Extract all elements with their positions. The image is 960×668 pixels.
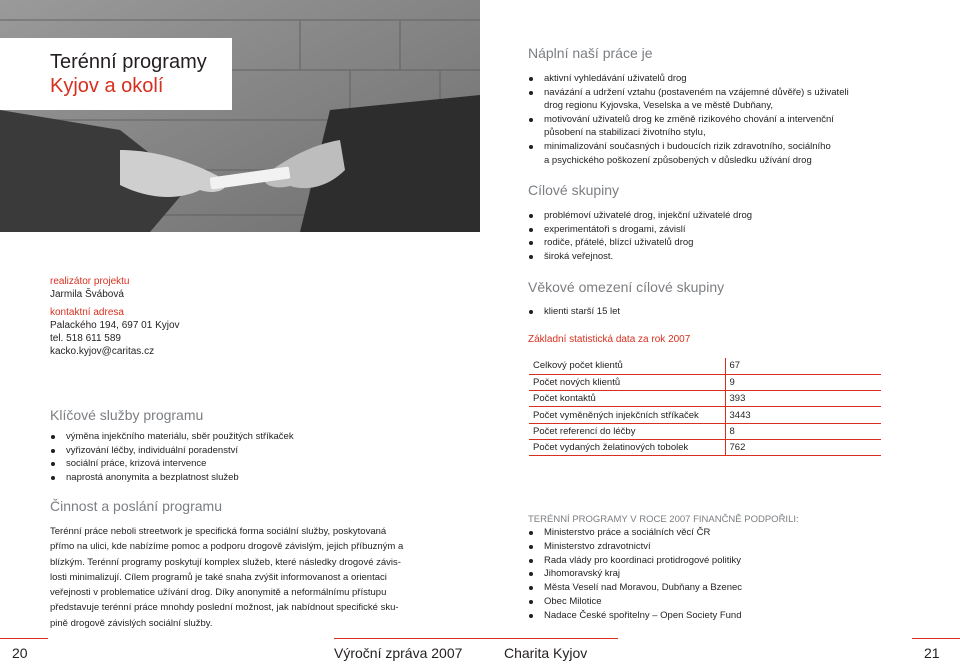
list-item: sociální práce, krizová intervence xyxy=(50,457,430,471)
stat-label: Celkový počet klientů xyxy=(529,358,725,374)
footer-rule-left xyxy=(0,638,48,639)
stat-value: 67 xyxy=(725,358,881,374)
contact-block xyxy=(50,276,250,358)
page-number-left: 20 xyxy=(12,645,28,661)
list-item: Ministerstvo zdravotnictví xyxy=(528,540,908,554)
list-item: rodiče, přátelé, blízcí uživatelů drog xyxy=(528,236,908,250)
stat-label: Počet vyměněných injekčních stříkaček xyxy=(529,407,725,423)
hand-exchange-photo xyxy=(0,0,480,232)
page-title: Terénní programy xyxy=(50,51,207,73)
page-number-right: 21 xyxy=(924,645,940,661)
stats-heading: Základní statistická data za rok 2007 xyxy=(528,334,691,345)
organization-name: Charita Kyjov xyxy=(504,645,588,661)
realizer-name: Jarmila Švábová xyxy=(50,289,124,300)
stat-value: 3443 xyxy=(725,407,881,423)
list-item: Nadace České spořitelny – Open Society Fund xyxy=(528,609,908,623)
stat-label: Počet nových klientů xyxy=(529,374,725,390)
stat-label: Počet kontaktů xyxy=(529,391,725,407)
services-list xyxy=(50,430,430,484)
paragraph-line: blízkým. Terénní programy poskytují komplex služeb, které následky drogové závis- xyxy=(50,556,401,568)
target-list xyxy=(528,209,908,263)
footer-rule-center xyxy=(334,638,618,639)
realizer-label: realizátor projektu xyxy=(50,276,130,287)
list-item: klienti starší 15 let xyxy=(528,305,908,319)
table-row xyxy=(529,423,881,439)
paragraph-line: přímo na ulici, kde nabízíme pomoc a podporu drogově závislým, jejich příbuzným a xyxy=(50,541,404,553)
stat-value: 8 xyxy=(725,423,881,439)
age-heading: Věkové omezení cílové skupiny xyxy=(528,279,725,295)
list-item: Ministerstvo práce a sociálních věcí ČR xyxy=(528,526,908,540)
stat-value: 762 xyxy=(725,439,881,455)
list-item: Rada vlády pro koordinaci protidrogové politiky xyxy=(528,554,908,568)
list-item: naprostá anonymita a bezplatnost služeb xyxy=(50,471,430,485)
stat-label: Počet vydaných želatinových tobolek xyxy=(529,439,725,455)
address-street: Palackého 194, 697 01 Kyjov xyxy=(50,320,180,331)
list-item: problémoví uživatelé drog, injekční uživatelé drog xyxy=(528,209,908,223)
table-row xyxy=(529,391,881,407)
table-row xyxy=(529,358,881,374)
stat-value: 9 xyxy=(725,374,881,390)
services-heading: Klíčové služby programu xyxy=(50,407,204,423)
contact-email: kacko.kyjov@caritas.cz xyxy=(50,346,155,357)
paragraph-line: losti minimalizují. Cílem programů je také snaha zvýšit informovanost a orientaci xyxy=(50,571,387,583)
list-item: aktivní vyhledávání uživatelů drog xyxy=(528,72,908,86)
title-box xyxy=(0,38,232,110)
contact-phone: tel. 518 611 589 xyxy=(50,333,121,344)
list-item: vyřizování léčby, individuální poradenství xyxy=(50,444,430,458)
list-item: experimentátoři s drogami, závislí xyxy=(528,223,908,237)
paragraph-line: veřejnosti v problematice užívání drog. Díky anonymitě a neformálnímu přístupu xyxy=(50,587,387,599)
list-item: široká veřejnost. xyxy=(528,250,908,264)
mission-heading: Činnost a poslání programu xyxy=(50,498,222,514)
stat-label: Počet referencí do léčby xyxy=(529,423,725,439)
page-subtitle: Kyjov a okolí xyxy=(50,75,164,97)
list-item: navázání a udržení vztahu (postaveném na vzájemné důvěře) s uživateli drog regionu Kyjovska, Veselska a ve městě Dubňany, xyxy=(528,86,908,113)
footer-rule-right xyxy=(912,638,960,639)
address-label: kontaktní adresa xyxy=(50,307,124,318)
target-heading: Cílové skupiny xyxy=(528,182,620,198)
paragraph-line: Terénní práce neboli streetwork je specifická forma sociální služby, poskytovaná xyxy=(50,526,387,537)
paragraph-line: představuje terénní práce mnohdy poslední možnost, jak nabídnout specifické sku- xyxy=(50,602,399,614)
list-item: motivování uživatelů drog ke změně rizikového chování a intervenční působení na stabilizaci životního stylu, xyxy=(528,113,908,140)
paragraph-line: pině drogově závislých sociální služby. xyxy=(50,617,213,629)
supporters-list xyxy=(528,526,908,623)
table-row xyxy=(529,374,881,390)
list-item: výměna injekčního materiálu, sběr použitých stříkaček xyxy=(50,430,430,444)
table-row xyxy=(529,439,881,455)
content-list xyxy=(528,72,908,167)
table-row xyxy=(529,407,881,423)
list-item: minimalizování současných i budoucích rizik zdravotního, sociálního a psychického poškození způsobených v důsledku užívání drog xyxy=(528,140,908,167)
content-heading: Náplní naší práce je xyxy=(528,45,653,61)
supporters-heading: TERÉNNÍ PROGRAMY V ROCE 2007 FINANČNĚ PODPOŘILI: xyxy=(528,514,799,525)
list-item: Jihomoravský kraj xyxy=(528,567,908,581)
mission-paragraph xyxy=(50,524,406,631)
list-item: Města Veselí nad Moravou, Dubňany a Bzenec xyxy=(528,581,908,595)
list-item: Obec Milotice xyxy=(528,595,908,609)
stats-table xyxy=(529,358,881,456)
stat-value: 393 xyxy=(725,391,881,407)
report-title: Výroční zpráva 2007 xyxy=(334,645,463,661)
age-list xyxy=(528,305,908,319)
